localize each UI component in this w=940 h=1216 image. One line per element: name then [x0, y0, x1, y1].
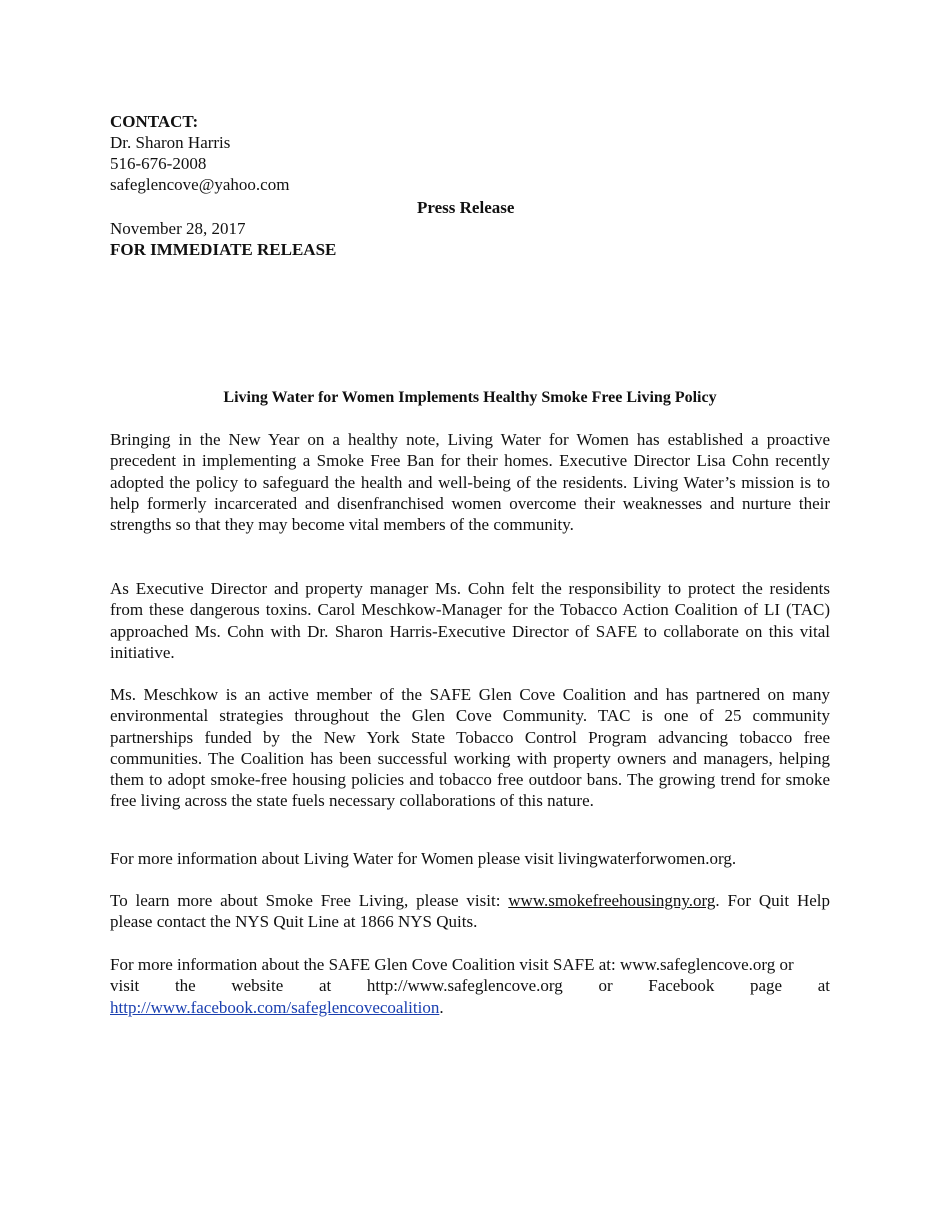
contact-phone: 516-676-2008	[110, 154, 207, 173]
facebook-link[interactable]: http://www.facebook.com/safeglencovecoalition	[110, 997, 440, 1017]
p6-word: at	[318, 976, 332, 996]
date-block	[110, 218, 336, 260]
p6-line-1: For more information about the SAFE Glen Cove Coalition visit SAFE at: www.safeglencove.org or	[110, 955, 794, 974]
p6-word: at	[817, 976, 830, 996]
p6-word: website	[231, 976, 284, 996]
p6-word: http://www.safeglencove.org	[366, 976, 563, 996]
p6-word: page	[749, 976, 783, 996]
p6-word: Facebook	[648, 976, 715, 996]
p6-word: or	[598, 976, 613, 996]
smokefreehousing-link[interactable]: www.smokefreehousingny.org	[508, 891, 716, 910]
contact-heading: CONTACT:	[110, 112, 199, 131]
paragraph-executive-director: As Executive Director and property manager Ms. Cohn felt the responsibility to protect the residents from these dangerous toxins. Carol Meschkow-Manager for the Tobacco Action Coalition of LI (TAC) approached Ms. Cohn with Dr. Sharon Harris-Executive Director of SAFE to collaborate on this vital initiative.	[110, 579, 830, 662]
p6-end: .	[439, 997, 444, 1017]
p6-word: the	[174, 976, 196, 996]
p5-text-after: . For Quit Help please contact the NYS Quit Line at 1866 NYS Quits.	[110, 891, 830, 932]
paragraph-smoke-free-living	[110, 890, 830, 933]
press-release-label: Press Release	[417, 198, 515, 217]
paragraph-coalition: Ms. Meschkow is an active member of the SAFE Glen Cove Coalition and has partnered on many environmental strategies throughout the Glen Cove Community. TAC is one of 25 community partnerships funded by the New York State Tobacco Control Program advancing tobacco free communities. The Coalition has been successful working with property owners and managers, helping them to adopt smoke-free housing policies and tobacco free outdoor bans. The growing trend for smoke free living across the state fuels necessary collaborations of this nature.	[110, 685, 830, 811]
document-title: Living Water for Women Implements Healthy Smoke Free Living Policy	[223, 389, 717, 406]
paragraph-safe-info	[110, 954, 830, 1018]
contact-name: Dr. Sharon Harris	[110, 133, 231, 152]
p5-text-before: To learn more about Smoke Free Living, please visit:	[110, 891, 509, 910]
p6-line-2	[110, 975, 830, 996]
immediate-release-note: FOR IMMEDIATE RELEASE	[110, 240, 337, 259]
paragraph-intro: Bringing in the New Year on a healthy note, Living Water for Women has established a proactive precedent in implementing a Smoke Free Ban for their homes. Executive Director Lisa Cohn recently adopted the policy to safeguard the health and well-being of the residents. Living Water’s mission is to help formerly incarcerated and disenfranchised women overcome their weaknesses and nurture their strengths so that they may become vital members of the community.	[110, 430, 830, 535]
p6-word: visit	[110, 976, 140, 996]
release-date: November 28, 2017	[110, 219, 246, 238]
paragraph-living-water-info: For more information about Living Water for Women please visit livingwaterforwomen.org.	[110, 849, 737, 868]
p6-line-3	[110, 997, 830, 1018]
contact-email: safeglencove@yahoo.com	[110, 175, 290, 194]
contact-block	[110, 111, 289, 195]
